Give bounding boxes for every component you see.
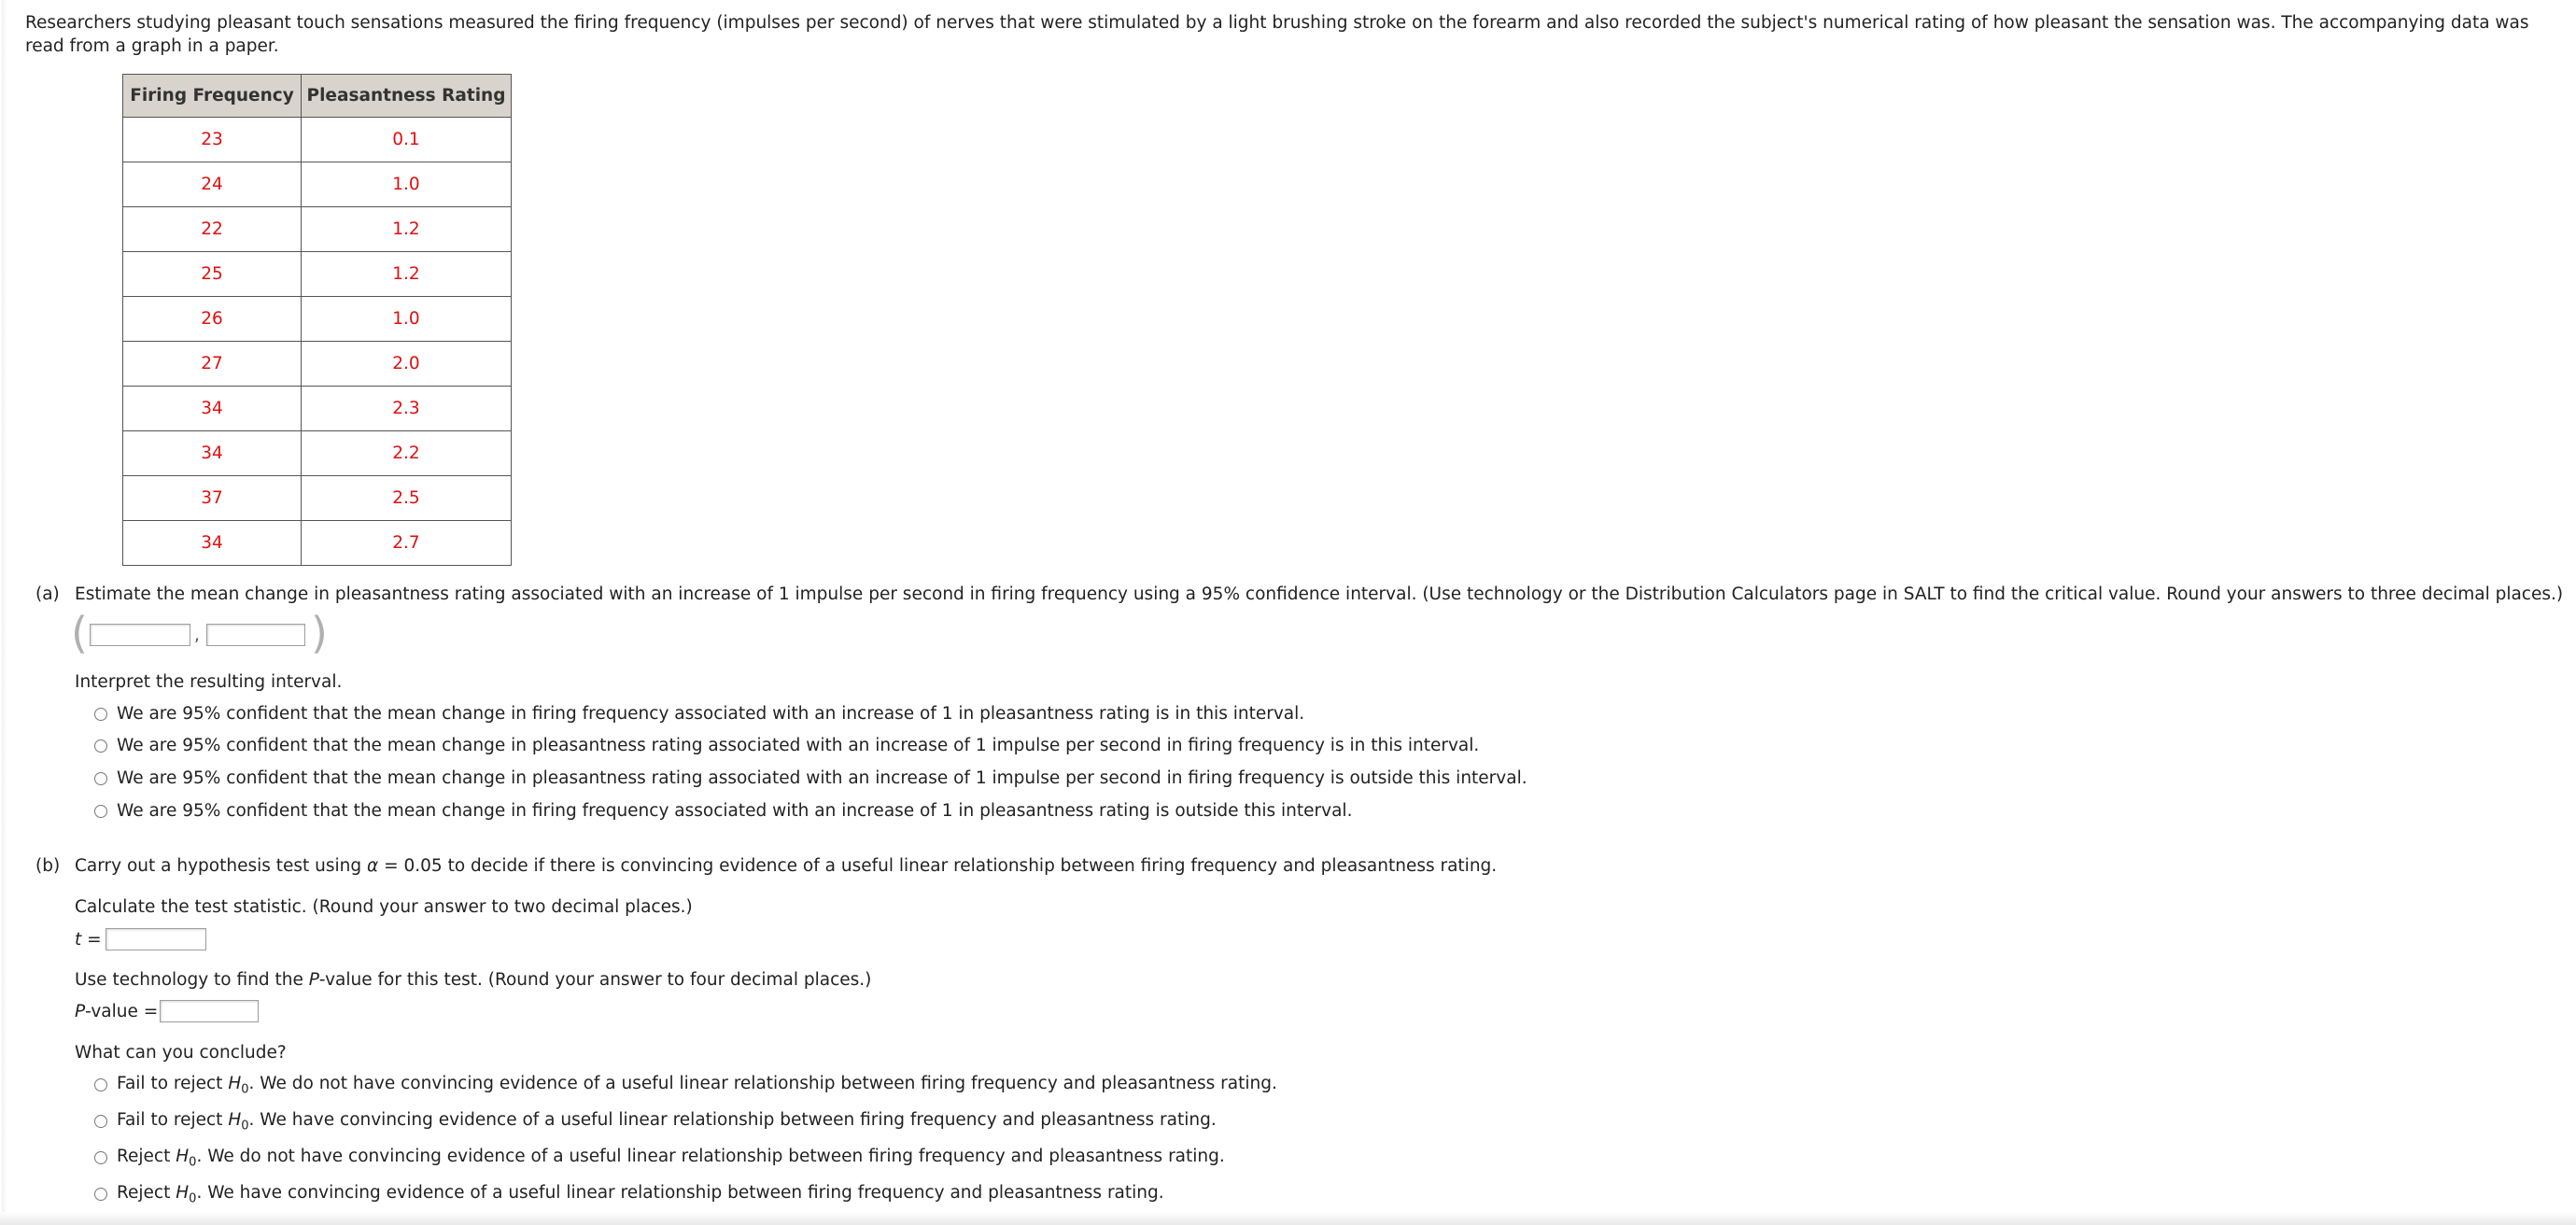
conclusion-option-3[interactable] bbox=[94, 1147, 1225, 1170]
option-text: We are 95% confident that the mean change in pleasantness rating associated with an increase of 1 impulse per second in firing frequency is outside this interval. bbox=[117, 768, 1527, 788]
h-subscript: 0 bbox=[189, 1191, 197, 1206]
conclusion-option-2[interactable] bbox=[94, 1110, 1217, 1133]
conclusion-option-4[interactable] bbox=[94, 1183, 1164, 1206]
option-suffix: . We have convincing evidence of a useful linear relationship between firing frequency and pleasantness rating. bbox=[248, 1110, 1217, 1130]
interval-open-paren: ( bbox=[71, 608, 88, 658]
firing-frequency-cell: 23 bbox=[123, 118, 302, 162]
radio-button[interactable] bbox=[94, 1188, 107, 1201]
alpha-symbol: α bbox=[367, 856, 379, 876]
pleasantness-rating-cell: 0.1 bbox=[302, 118, 512, 162]
column-header-firing-frequency: Firing Frequency bbox=[123, 75, 302, 118]
option-suffix: . We have convincing evidence of a useful linear relationship between firing frequency and pleasantness rating. bbox=[196, 1183, 1164, 1203]
pvalue-instruction-start: Use technology to find the bbox=[75, 970, 309, 990]
firing-frequency-cell: 24 bbox=[123, 162, 302, 207]
h-symbol: H bbox=[176, 1183, 190, 1203]
t-symbol: t bbox=[75, 930, 82, 950]
p-symbol: P bbox=[75, 1002, 86, 1021]
table-row bbox=[123, 521, 512, 566]
firing-frequency-cell: 34 bbox=[123, 431, 302, 476]
bottom-scroll-shadow bbox=[0, 1212, 2576, 1225]
interpret-label: Interpret the resulting interval. bbox=[75, 672, 343, 692]
pleasantness-rating-cell: 2.0 bbox=[302, 342, 512, 387]
interpret-option-1[interactable] bbox=[94, 704, 1304, 724]
firing-frequency-cell: 27 bbox=[123, 342, 302, 387]
p-symbol: P bbox=[308, 970, 319, 990]
pvalue-instruction bbox=[75, 970, 871, 990]
question-text-start: Carry out a hypothesis test using bbox=[75, 856, 368, 876]
pleasantness-rating-cell: 2.2 bbox=[302, 431, 512, 476]
pleasantness-rating-cell: 2.3 bbox=[302, 387, 512, 431]
pleasantness-rating-cell: 1.0 bbox=[302, 162, 512, 207]
interval-comma: , bbox=[194, 626, 200, 645]
option-prefix: Reject bbox=[117, 1183, 176, 1203]
intro-paragraph: Researchers studying pleasant touch sensations measured the firing frequency (impulses per second) of nerves that were stimulated by a light brushing stroke on the forearm and also recorded the subject's numerical rating of how pleasant the sensation was. The accompanying data was read from a graph in a paper. bbox=[25, 13, 2529, 56]
interpret-option-4[interactable] bbox=[94, 801, 1352, 821]
option-text bbox=[117, 1183, 1164, 1206]
test-statistic-instruction: Calculate the test statistic. (Round your answer to two decimal places.) bbox=[75, 897, 693, 917]
h-symbol: H bbox=[176, 1147, 190, 1166]
interval-upper-input[interactable] bbox=[206, 624, 305, 646]
option-suffix: . We do not have convincing evidence of a useful linear relationship between firing frequency and pleasantness rating. bbox=[248, 1074, 1277, 1093]
table-header-row bbox=[123, 75, 512, 118]
pvalue-instruction-end: -value for this test. (Round your answer to four decimal places.) bbox=[318, 970, 872, 990]
h-symbol: H bbox=[228, 1074, 242, 1093]
option-text bbox=[117, 1110, 1217, 1133]
firing-frequency-cell: 34 bbox=[123, 521, 302, 566]
h-subscript: 0 bbox=[241, 1119, 249, 1133]
firing-frequency-cell: 26 bbox=[123, 297, 302, 342]
pleasantness-rating-cell: 1.2 bbox=[302, 207, 512, 252]
part-b-label: (b) bbox=[35, 856, 61, 876]
part-b-question bbox=[75, 856, 1497, 876]
table-row bbox=[123, 342, 512, 387]
left-border bbox=[2, 0, 7, 1225]
data-table bbox=[122, 74, 512, 566]
h-subscript: 0 bbox=[189, 1155, 197, 1170]
column-header-pleasantness-rating: Pleasantness Rating bbox=[302, 75, 512, 118]
option-text bbox=[117, 1147, 1225, 1170]
radio-button[interactable] bbox=[94, 1151, 107, 1164]
radio-button[interactable] bbox=[94, 1078, 107, 1091]
pleasantness-rating-cell: 1.2 bbox=[302, 252, 512, 297]
radio-button[interactable] bbox=[94, 708, 107, 721]
option-text: We are 95% confident that the mean change in firing frequency associated with an increase of 1 in pleasantness rating is in this interval. bbox=[117, 704, 1305, 724]
option-text bbox=[117, 1074, 1277, 1097]
interpret-option-2[interactable] bbox=[94, 736, 1479, 755]
conclusion-option-1[interactable] bbox=[94, 1074, 1277, 1097]
pvalue-input[interactable] bbox=[160, 1000, 259, 1022]
interval-lower-input[interactable] bbox=[90, 624, 190, 646]
table-row bbox=[123, 476, 512, 521]
firing-frequency-cell: 37 bbox=[123, 476, 302, 521]
radio-button[interactable] bbox=[94, 805, 107, 818]
option-prefix: Reject bbox=[117, 1147, 176, 1166]
pvalue-label bbox=[75, 1002, 158, 1021]
radio-button[interactable] bbox=[94, 739, 107, 753]
option-text: We are 95% confident that the mean change in firing frequency associated with an increase of 1 in pleasantness rating is outside this interval. bbox=[117, 801, 1353, 821]
option-prefix: Fail to reject bbox=[117, 1110, 229, 1130]
t-statistic-input[interactable] bbox=[106, 928, 206, 950]
part-a-label: (a) bbox=[35, 584, 60, 604]
interpret-option-3[interactable] bbox=[94, 768, 1527, 788]
pvalue-label-text: -value = bbox=[85, 1002, 159, 1021]
table-row bbox=[123, 162, 512, 207]
firing-frequency-cell: 34 bbox=[123, 387, 302, 431]
pleasantness-rating-cell: 2.5 bbox=[302, 476, 512, 521]
pleasantness-rating-cell: 1.0 bbox=[302, 297, 512, 342]
h-symbol: H bbox=[228, 1110, 242, 1130]
h-subscript: 0 bbox=[241, 1082, 249, 1097]
option-text: We are 95% confident that the mean change in pleasantness rating associated with an increase of 1 impulse per second in firing frequency is in this interval. bbox=[117, 736, 1480, 755]
table-row bbox=[123, 207, 512, 252]
equals-sign: = bbox=[81, 930, 102, 950]
option-prefix: Fail to reject bbox=[117, 1074, 229, 1093]
conclude-label: What can you conclude? bbox=[75, 1043, 287, 1063]
table-row bbox=[123, 297, 512, 342]
part-a-question: Estimate the mean change in pleasantness rating associated with an increase of 1 impulse per second in firing frequency using a 95% confidence interval. (Use technology or the Distribution Calculators page in SALT to find the critical value. Round your answers to three decimal places.) bbox=[75, 584, 2564, 604]
table-row bbox=[123, 252, 512, 297]
firing-frequency-cell: 22 bbox=[123, 207, 302, 252]
table-row bbox=[123, 118, 512, 162]
table-row bbox=[123, 431, 512, 476]
radio-button[interactable] bbox=[94, 1115, 107, 1128]
question-text-end: = 0.05 to decide if there is convincing evidence of a useful linear relationship between firing frequency and pleasantness rating. bbox=[378, 856, 1498, 876]
radio-button[interactable] bbox=[94, 772, 107, 785]
firing-frequency-cell: 25 bbox=[123, 252, 302, 297]
table-row bbox=[123, 387, 512, 431]
interval-close-paren: ) bbox=[311, 608, 328, 658]
t-label bbox=[75, 930, 102, 950]
option-suffix: . We do not have convincing evidence of a useful linear relationship between firing frequency and pleasantness rating. bbox=[196, 1147, 1225, 1166]
pleasantness-rating-cell: 2.7 bbox=[302, 521, 512, 566]
